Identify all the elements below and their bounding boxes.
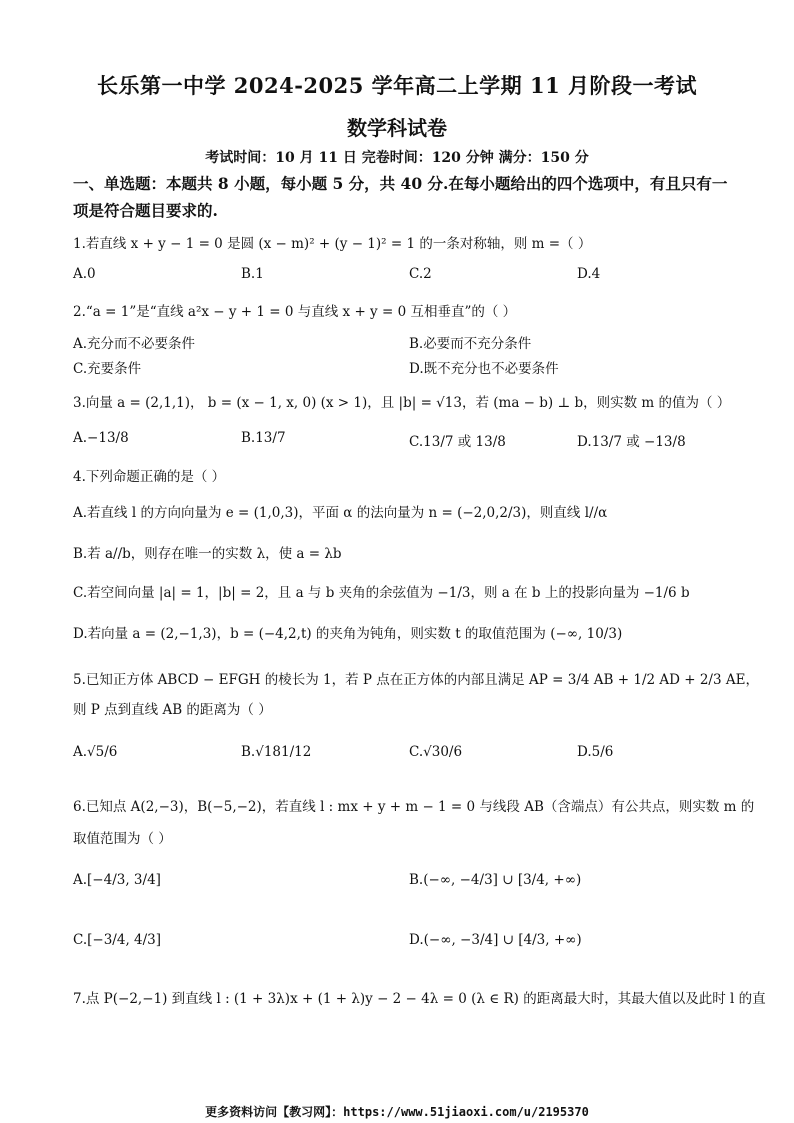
q4-option-d: D.若向量 a = (2,−1,3)，b = (−4,2,t) 的夹角为钝角，则实数 t 的取值范围为 (−∞, 10/3)	[73, 626, 623, 642]
q5-option-b: B.√181/12	[241, 744, 312, 760]
q4-option-c: C.若空间向量 |a| = 1，|b| = 2，且 a 与 b 夹角的余弦值为 −1/3，则 a 在 b 上的投影向量为 −1/6 b	[73, 585, 690, 601]
q3-option-a: A.−13/8	[73, 430, 129, 446]
q4-stem: 4.下列命题正确的是（ ）	[73, 469, 226, 485]
q6-stem-line-1: 6.已知点 A(2,−3)，B(−5,−2)，若直线 l : mx + y + m − 1 = 0 与线段 AB（含端点）有公共点，则实数 m 的	[73, 799, 755, 815]
q5-stem-line-2: 则 P 点到直线 AB 的距离为（ ）	[73, 702, 272, 718]
q2-option-c: C.充要条件	[73, 361, 142, 377]
q6-stem-line-2: 取值范围为（ ）	[73, 831, 172, 847]
footer-link-text: 更多资料访问【教习网】：https://www.51jiaoxi.com/u/2195370	[205, 1105, 589, 1119]
exam-title: 长乐第一中学 2024-2025 学年高二上学期 11 月阶段一考试	[96, 73, 698, 98]
q4-option-a: A.若直线 l 的方向向量为 e = (1,0,3)，平面 α 的法向量为 n = (−2,0,2/3)，则直线 l//α	[73, 505, 608, 521]
q5-option-a: A.√5/6	[73, 744, 118, 760]
q1-option-a: A.0	[73, 266, 96, 282]
q6-option-c: C.[−3/4, 4/3]	[73, 932, 162, 948]
q3-option-b: B.13/7	[241, 430, 286, 446]
q6-option-b: B.(−∞, −4/3] ∪ [3/4, +∞)	[409, 872, 582, 888]
q3-option-d: D.13/7 或 −13/8	[577, 434, 686, 450]
q2-option-b: B.必要而不充分条件	[409, 336, 532, 352]
q3-option-c: C.13/7 或 13/8	[409, 434, 506, 450]
q1-stem: 1.若直线 x + y − 1 = 0 是圆 (x − m)² + (y − 1)² = 1 的一条对称轴，则 m =（ ）	[73, 236, 592, 252]
q1-option-c: C.2	[409, 266, 432, 282]
q5-option-d: D.5/6	[577, 744, 614, 760]
q5-option-c: C.√30/6	[409, 744, 463, 760]
q2-option-d: D.既不充分也不必要条件	[409, 361, 559, 377]
section-heading: 一、单选题：本题共 8 小题，每小题 5 分，共 40 分.在每小题给出的四个选项中，有且只有一项是符合题目要求的.	[73, 174, 728, 220]
q2-stem: 2.“a = 1”是“直线 a²x − y + 1 = 0 与直线 x + y = 0 互相垂直”的（ ）	[73, 304, 517, 320]
q5-stem-line-1: 5.已知正方体 ABCD − EFGH 的棱长为 1，若 P 点在正方体的内部且满足 AP = 3/4 AB + 1/2 AD + 2/3 AE，	[73, 672, 759, 688]
q6-option-a: A.[−4/3, 3/4]	[73, 872, 161, 888]
q7-stem: 7.点 P(−2,−1) 到直线 l : (1 + 3λ)x + (1 + λ)y − 2 − 4λ = 0 (λ ∈ R) 的距离最大时，其最大值以及此时 l 的直	[73, 991, 766, 1007]
exam-subtitle: 数学科试卷	[347, 116, 447, 140]
q3-stem-part-2: b = (x − 1, x, 0) (x > 1)，且 |b| = √13，若 (ma − b) ⊥ b，则实数 m 的值为（ ）	[207, 395, 731, 411]
q1-option-d: D.4	[577, 266, 601, 282]
q3-stem	[73, 391, 730, 411]
q6-option-d: D.(−∞, −3/4] ∪ [4/3, +∞)	[409, 932, 582, 948]
q4-option-b: B.若 a//b，则存在唯一的实数 λ，使 a = λb	[73, 546, 342, 562]
q2-option-a: A.充分而不必要条件	[73, 336, 196, 352]
q1-option-b: B.1	[241, 266, 264, 282]
exam-info: 考试时间：10 月 11 日 完卷时间：120 分钟 满分：150 分	[205, 150, 589, 166]
q3-stem-part-1: 3.向量 a = (2,1,1)，	[73, 395, 204, 411]
